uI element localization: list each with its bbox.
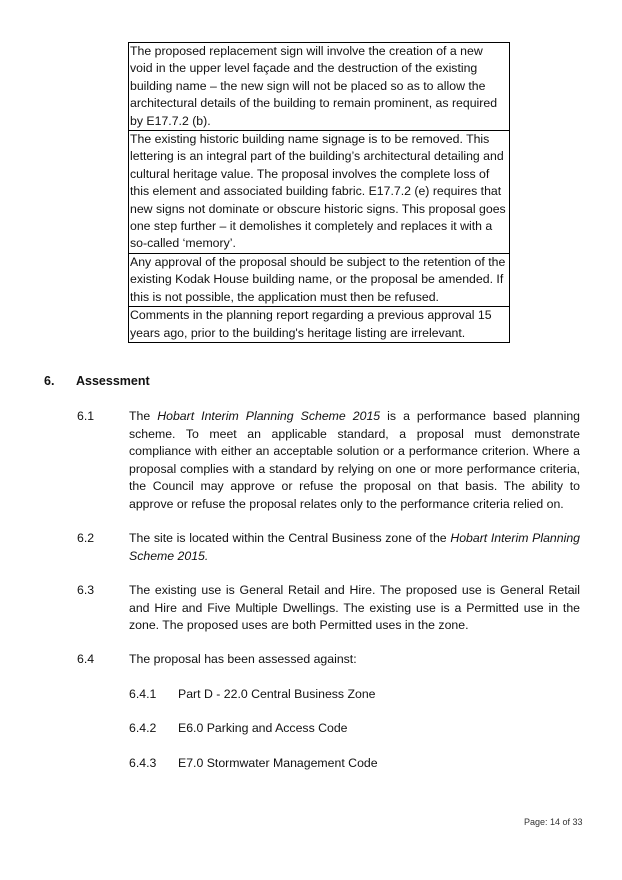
list-item-number: 6.4.3 — [129, 756, 157, 770]
list-item-text: E7.0 Stormwater Management Code — [178, 756, 378, 770]
list-item-number: 6.4.1 — [129, 687, 157, 701]
paragraph-6-3 — [77, 582, 580, 635]
paragraph-text: The site is located within the Central Business zone of the Hobart Interim Planning Scheme 2015. — [129, 531, 581, 563]
scheme-title: Hobart Interim Planning Scheme 2015 — [157, 409, 381, 423]
scheme-title: Hobart Interim Planning Scheme 2015. — [129, 531, 581, 563]
section-number: 6. — [44, 374, 55, 388]
section-title: Assessment — [76, 374, 150, 388]
page-number: Page: 14 of 33 — [524, 817, 583, 827]
comments-table — [128, 42, 510, 343]
paragraph-text: The existing use is General Retail and Hire. The proposed use is General Retail and Hire and Five Multiple Dwellings. The existing use is a Permitted use in the zone. The proposed uses are both Permitted uses in the zone. — [129, 583, 580, 633]
paragraph-6-1 — [77, 408, 580, 514]
table-row: Comments in the planning report regarding a previous approval 15 years ago, prior to the building's heritage listing are irrelevant. — [130, 308, 492, 340]
table-row: The proposed replacement sign will involve the creation of a new void in the upper level façade and the destruction of the existing building name – the new sign will not be placed so as to allow the architectural details of the building to remain prominent, as required by E17.7.2 (b). — [129, 43, 509, 131]
list-item-text: Part D - 22.0 Central Business Zone — [178, 687, 376, 701]
list-item-number: 6.4.2 — [129, 721, 157, 735]
table-row: The existing historic building name signage is to be removed. This lettering is an integral part of the building’s architectural detailing and cultural heritage value. The proposal involves the complete loss of this element and associated building fabric. E17.7.2 (e) requires that new signs not dominate or obscure historic signs. This proposal goes one step further – it demolishes it completely and replaces it with a so-called ‘memory’. — [129, 131, 509, 254]
list-item-text: E6.0 Parking and Access Code — [178, 721, 348, 735]
paragraph-6-2 — [77, 530, 580, 565]
paragraph-6-4 — [77, 651, 580, 669]
paragraph-number: 6.2 — [77, 531, 95, 545]
paragraph-text: The proposal has been assessed against: — [129, 652, 357, 666]
paragraph-number: 6.3 — [77, 583, 95, 597]
table-row: Any approval of the proposal should be subject to the retention of the existing Kodak House building name, or the proposal be amended. If this is not possible, the application must then be refused. — [129, 254, 509, 307]
paragraph-number: 6.4 — [77, 652, 95, 666]
paragraph-number: 6.1 — [77, 409, 95, 423]
paragraph-text: The Hobart Interim Planning Scheme 2015 is a performance based planning scheme. To meet an applicable standard, a proposal must demonstrate compliance with either an acceptable solution or a performance criterion. Where a proposal complies with a standard by relying on one or more performance criteria, the Council may approve or refuse the proposal on that basis. The ability to approve or refuse the proposal relates only to the performance criteria relied on. — [129, 409, 581, 511]
